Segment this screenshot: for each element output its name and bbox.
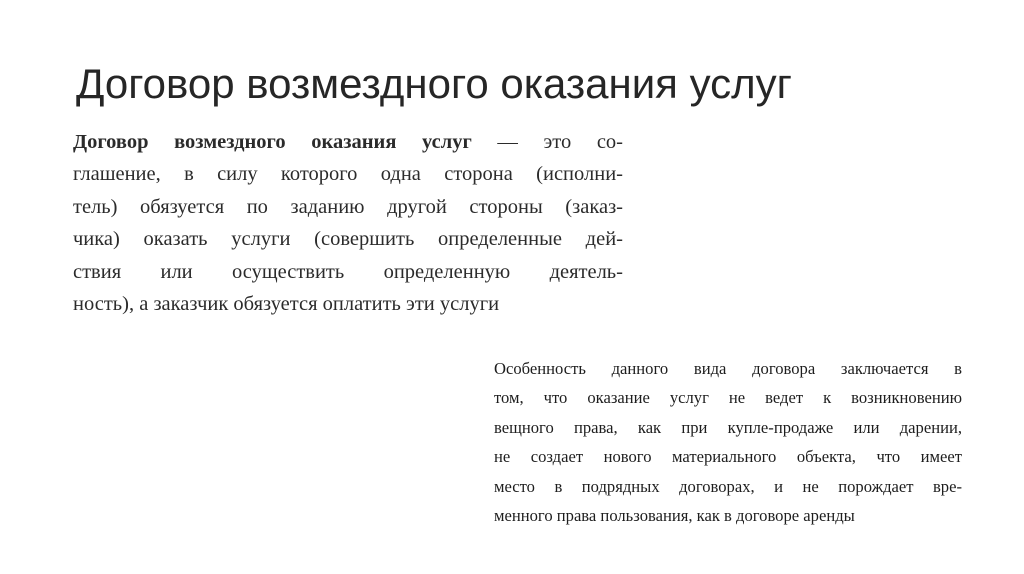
slide-title: Договор возмездного оказания услуг <box>76 60 792 107</box>
feature-line: вещного права, как при купле-продаже или дарении, <box>494 417 962 437</box>
definition-line: ствия или осуществить определенную деятель- <box>73 260 623 283</box>
feature-text <box>494 354 962 530</box>
feature-line: место в подрядных договорах, и не порождает вре- <box>494 476 962 496</box>
definition-line: чика) оказать услуги (совершить определенные дей- <box>73 228 623 251</box>
feature-line: менного права пользования, как в договоре аренды <box>494 505 855 525</box>
definition-line <box>73 126 623 158</box>
feature-line: Особенность данного вида договора заключается в <box>494 359 962 378</box>
definition-line: ность), а заказчик обязуется оплатить эти услуги <box>73 292 500 315</box>
defined-term: Договор возмездного оказания услуг <box>73 131 472 153</box>
feature-line: том, что оказание услуг не ведет к возникновению <box>494 388 962 408</box>
definition-line: глашение, в силу которого одна сторона (исполни- <box>73 163 623 186</box>
definition-line-rest: — это со- <box>471 131 623 153</box>
feature-line: не создает нового материального объекта, что имеет <box>494 447 962 467</box>
definition-text <box>73 126 623 320</box>
definition-line: тель) обязуется по заданию другой стороны (заказ- <box>73 195 623 218</box>
